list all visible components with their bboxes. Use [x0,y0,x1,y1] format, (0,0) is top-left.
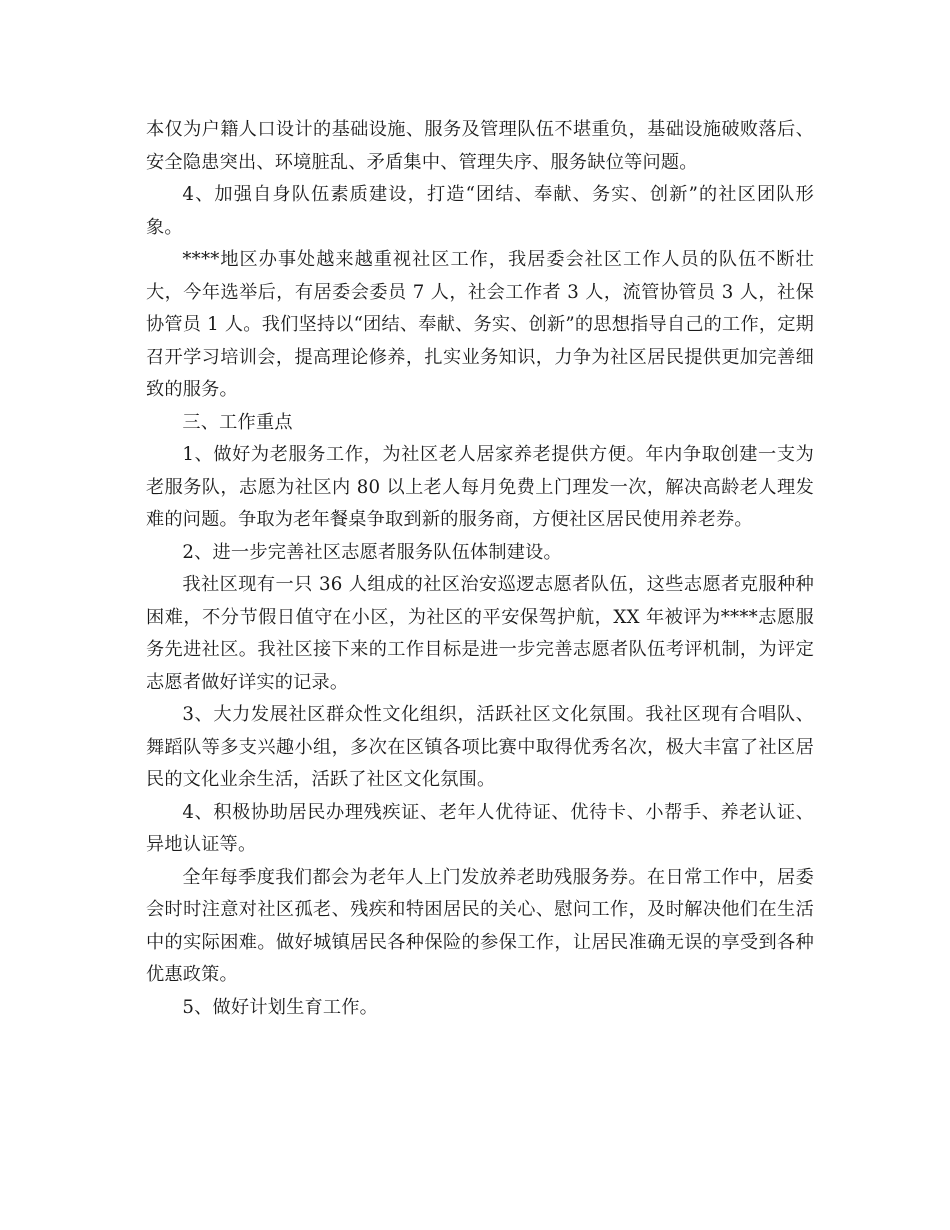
paragraph-team-building-heading: 4、加强自身队伍素质建设，打造“团结、奉献、务实、创新”的社区团队形象。 [146,184,814,238]
paragraph-family-planning-heading: 5、做好计划生育工作。 [182,996,379,1018]
paragraph-team-building-body: ****地区办事处越来越重视社区工作，我居委会社区工作人员的队伍不断壮大，今年选举后，有居委会委员 7 人，社会工作者 3 人，流管协管员 3 人，社保协管员 1 人。我们坚持以“团结、奉献、务实、创新”的思想指导自己的工作，定期召开学习培训会，提高理论修养，扎实业务知识，力争为社区居民提供更加完善细致的服务。 [146,249,814,400]
paragraph-volunteer-body: 我社区现有一只 36 人组成的社区治安巡逻志愿者队伍，这些志愿者克服种种困难，不分节假日值守在小区，为社区的平安保驾护航，XX 年被评为****志愿服务先进社区。我社区接下来的工作目标是进一步完善志愿者队伍考评机制，为评定志愿者做好详实的记录。 [146,574,814,693]
document-body [146,114,814,1024]
paragraph-certificates-body: 全年每季度我们都会为老年人上门发放养老助残服务券。在日常工作中，居委会时时注意对社区孤老、残疾和特困居民的关心、慰问工作，及时解决他们在生活中的实际困难。做好城镇居民各种保险的参保工作，让居民准确无误的享受到各种优惠政策。 [146,866,814,985]
paragraph-elderly-service: 1、做好为老服务工作，为社区老人居家养老提供方便。年内争取创建一支为老服务队，志愿为社区内 80 以上老人每月免费上门理发一次，解决高龄老人理发难的问题。争取为老年餐桌争取到新的服务商，方便社区居民使用养老券。 [146,444,814,530]
paragraph-certificates-heading: 4、积极协助居民办理残疾证、老年人优待证、优待卡、小帮手、养老认证、异地认证等。 [146,801,814,855]
paragraph-volunteer-heading: 2、进一步完善社区志愿者服务队伍体制建设。 [182,541,562,563]
paragraph-culture-organizations: 3、大力发展社区群众性文化组织，活跃社区文化氛围。我社区现有合唱队、舞蹈队等多支兴趣小组，多次在区镇各项比赛中取得优秀名次，极大丰富了社区居民的文化业余生活，活跃了社区文化氛围。 [146,704,814,790]
section-heading-work-focus: 三、工作重点 [182,411,293,433]
paragraph-continuation: 本仅为户籍人口设计的基础设施、服务及管理队伍不堪重负，基础设施破败落后、安全隐患突出、环境脏乱、矛盾集中、管理失序、服务缺位等问题。 [146,119,814,173]
